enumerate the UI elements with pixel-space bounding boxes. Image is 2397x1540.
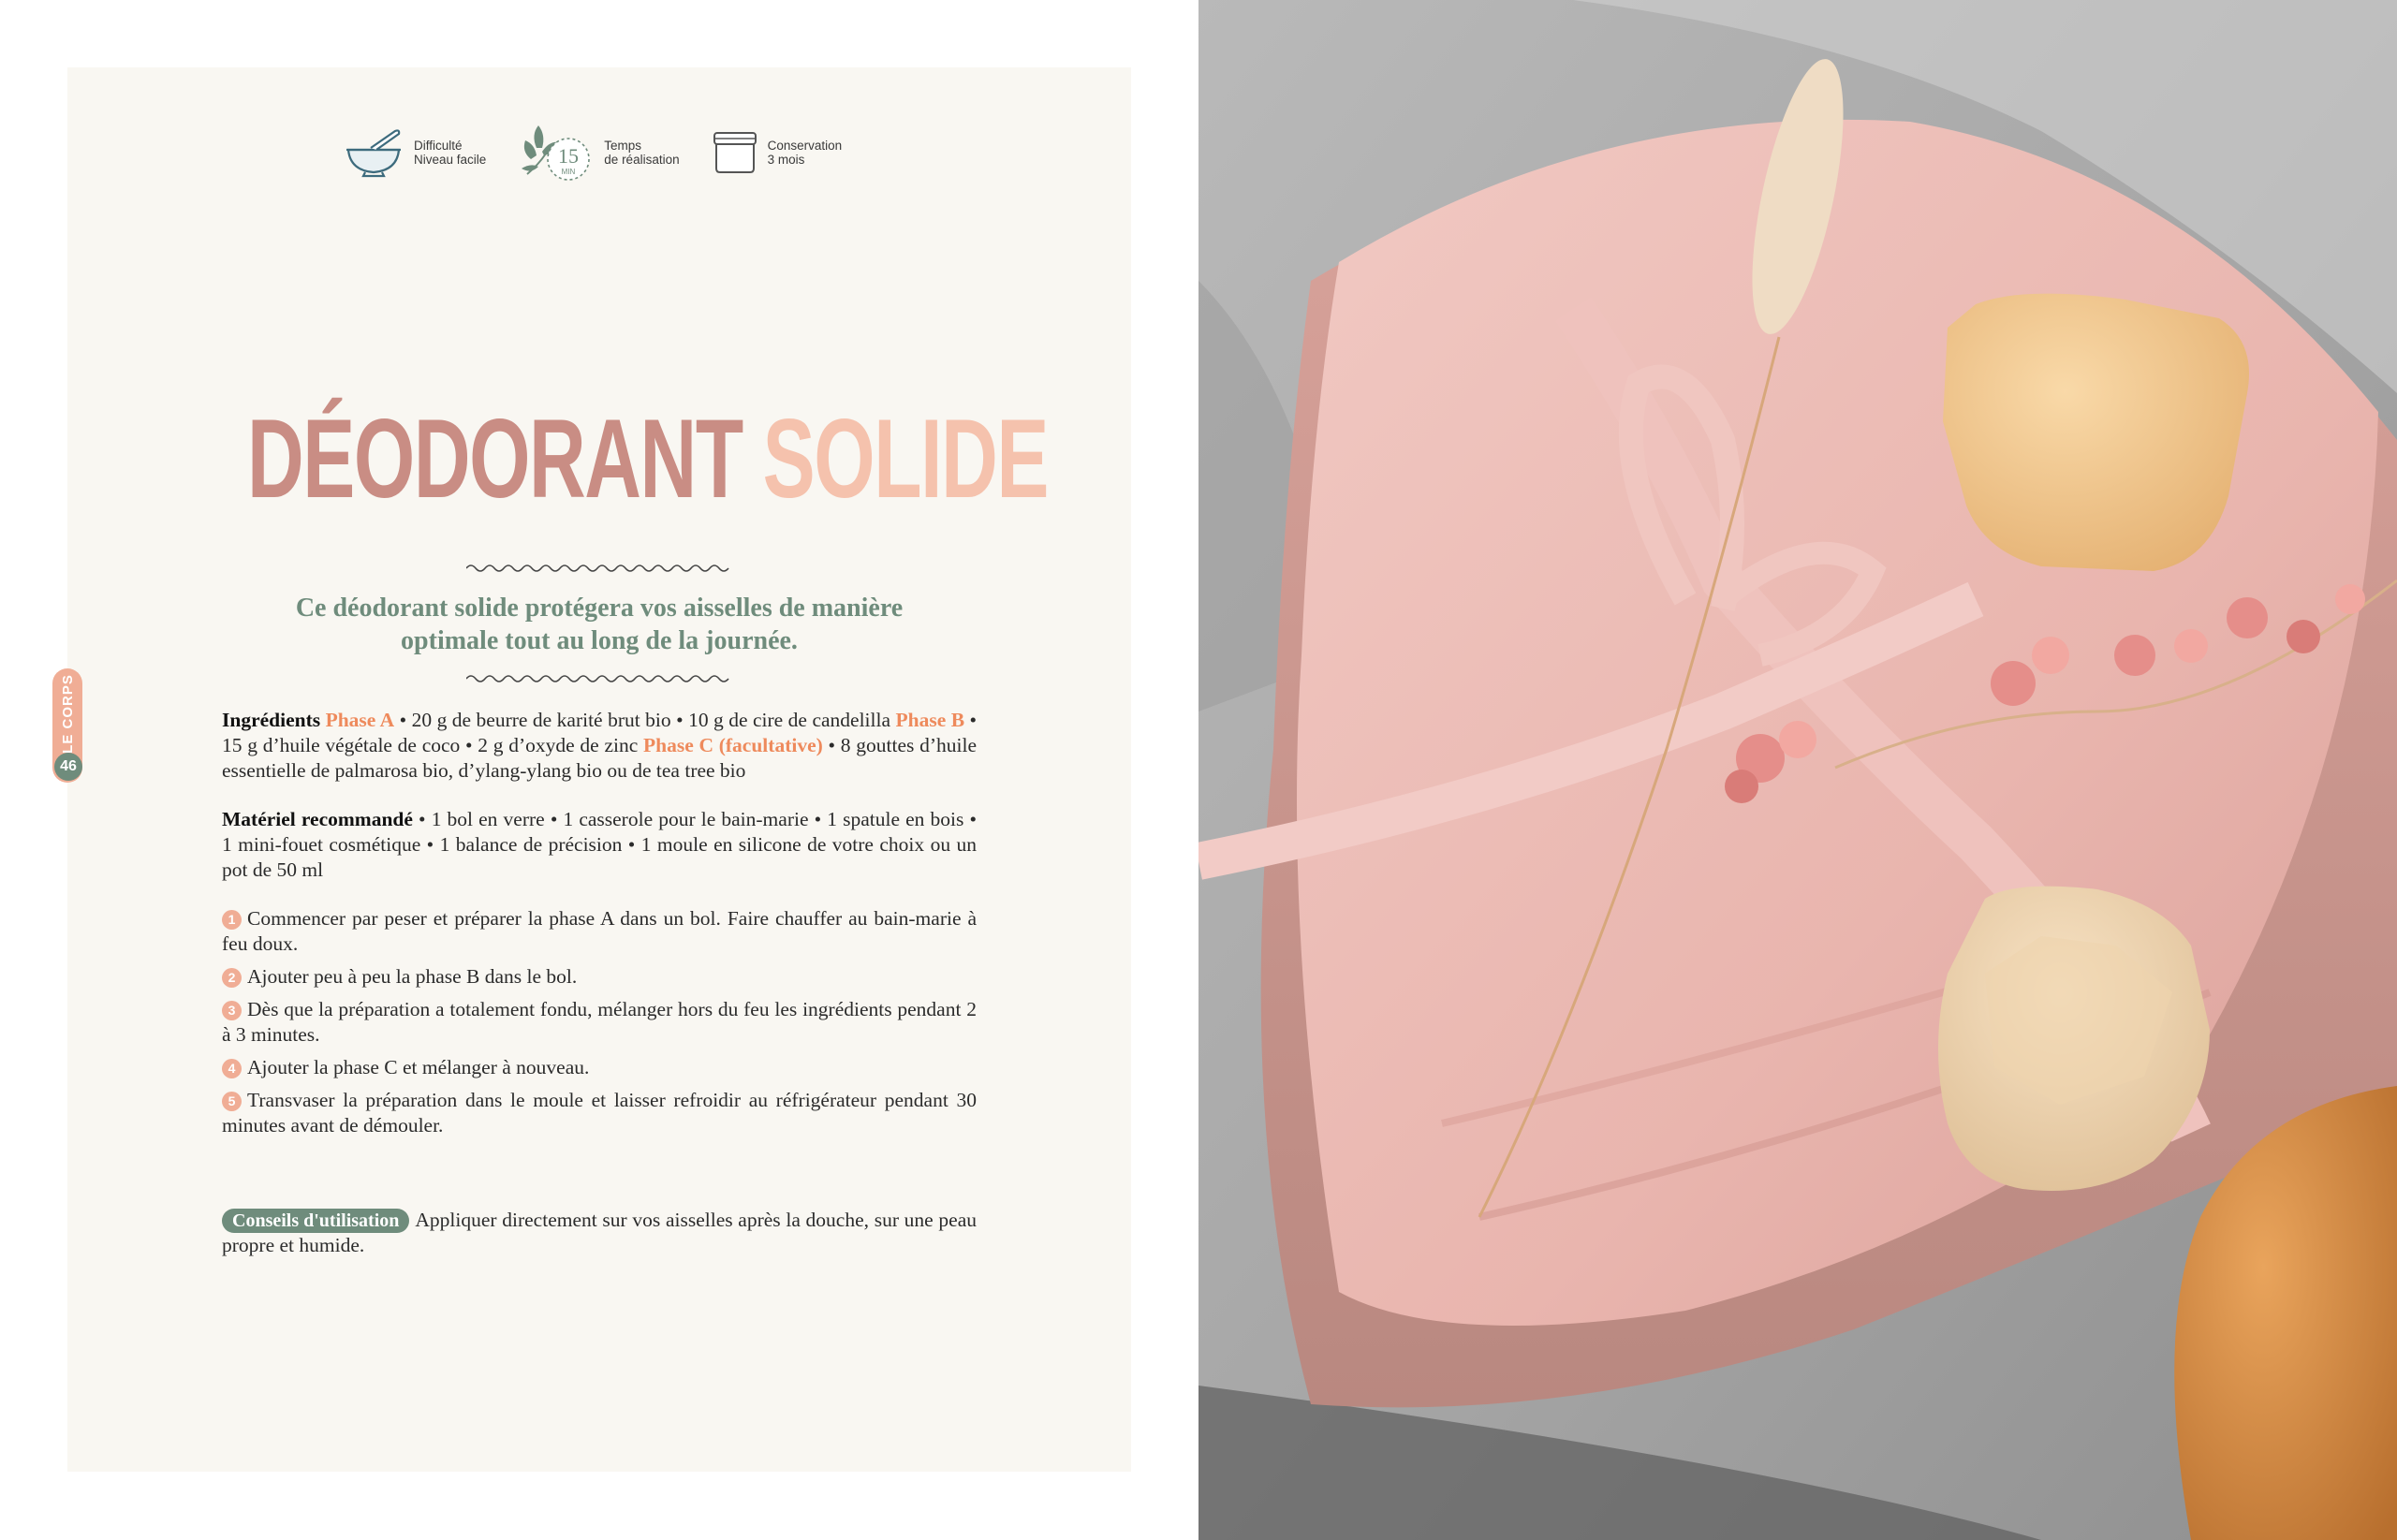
recipe-title	[247, 393, 1048, 524]
step-number: 2	[222, 968, 242, 988]
step-number: 5	[222, 1092, 242, 1111]
title-part-1: DÉODORANT	[247, 396, 743, 521]
recipe-subtitle	[225, 592, 974, 657]
info-difficulty-value: Niveau facile	[414, 153, 487, 167]
phase-a-text: • 20 g de beurre de karité brut bio • 10 g de cire de candelilla	[399, 709, 891, 731]
step-item	[222, 964, 977, 990]
wavy-divider-bottom	[466, 672, 730, 685]
tips-badge: Conseils d'utilisation	[222, 1209, 409, 1233]
step-text: Ajouter peu à peu la phase B dans le bol.	[247, 965, 578, 988]
product-photo	[1198, 0, 2397, 1540]
ingredients-label: Ingrédients	[222, 709, 321, 731]
steps-list	[222, 906, 977, 1146]
step-text: Commencer par peser et préparer la phase A dans un bol. Faire chauffer au bain-marie à feu doux.	[222, 907, 977, 955]
material-text: • 1 bol en verre • 1 casserole pour le bain-marie • 1 spatule en bois • 1 mini-fouet cosmétique • 1 balance de précision • 1 moule en silicone de votre choix ou un pot de 50 ml	[222, 808, 978, 881]
step-text: Transvaser la préparation dans le moule et laisser refroidir au réfrigérateur pendant 30 minutes avant de démouler.	[222, 1089, 977, 1137]
jar-icon	[712, 129, 758, 176]
phase-c-label: Phase C (facultative)	[643, 734, 823, 756]
info-conservation	[712, 129, 843, 176]
herb-timer-icon	[518, 120, 595, 185]
phase-a-label: Phase A	[325, 709, 395, 731]
phase-c-text: • 8 gouttes d’huile essentielle de palmarosa bio, d’ylang-ylang bio ou de tea tree bio	[222, 734, 977, 782]
subtitle-line-1: Ce déodorant solide protégera vos aisselles de manière	[295, 594, 904, 623]
chapter-label: LE CORPS	[59, 673, 76, 754]
step-text: Dès que la préparation a totalement fondu, mélanger hors du feu les ingrédients pendant 2 à 3 minutes.	[222, 998, 977, 1046]
step-item	[222, 906, 977, 957]
subtitle-line-2: optimale tout au long de la journée.	[401, 626, 798, 655]
time-badge-unit: MIN	[561, 168, 576, 176]
step-item	[222, 1088, 977, 1138]
recipe-info-bar	[343, 120, 842, 185]
info-difficulty-label: Difficulté	[414, 139, 463, 153]
title-part-2: SOLIDE	[762, 396, 1048, 521]
info-difficulty	[343, 127, 486, 178]
step-item	[222, 997, 977, 1048]
mortar-bowl-icon	[343, 127, 404, 178]
phase-b-label: Phase B	[895, 709, 965, 731]
step-number: 4	[222, 1059, 242, 1078]
info-conservation-label: Conservation	[767, 139, 843, 153]
ingredients-section	[222, 708, 977, 784]
phase-b-text: • 15 g d’huile végétale de coco • 2 g d’oxyde de zinc	[222, 709, 978, 756]
step-number: 3	[222, 1001, 242, 1020]
info-time-label: Temps	[604, 139, 642, 153]
page-number: 46	[54, 753, 82, 781]
usage-tips	[222, 1208, 977, 1258]
tips-text: Appliquer directement sur vos aisselles après la douche, sur une peau propre et humide.	[222, 1209, 977, 1256]
wavy-divider-top	[466, 562, 730, 575]
deodorant-photo-illustration	[1198, 0, 2397, 1540]
step-text: Ajouter la phase C et mélanger à nouveau.	[247, 1056, 590, 1078]
time-badge-number: 15	[558, 144, 580, 168]
info-conservation-value: 3 mois	[767, 153, 805, 167]
material-label: Matériel recommandé	[222, 808, 413, 830]
info-time-value: de réalisation	[604, 153, 680, 167]
material-section	[222, 807, 977, 883]
step-item	[222, 1055, 977, 1080]
info-time	[518, 120, 679, 185]
step-number: 1	[222, 910, 242, 930]
